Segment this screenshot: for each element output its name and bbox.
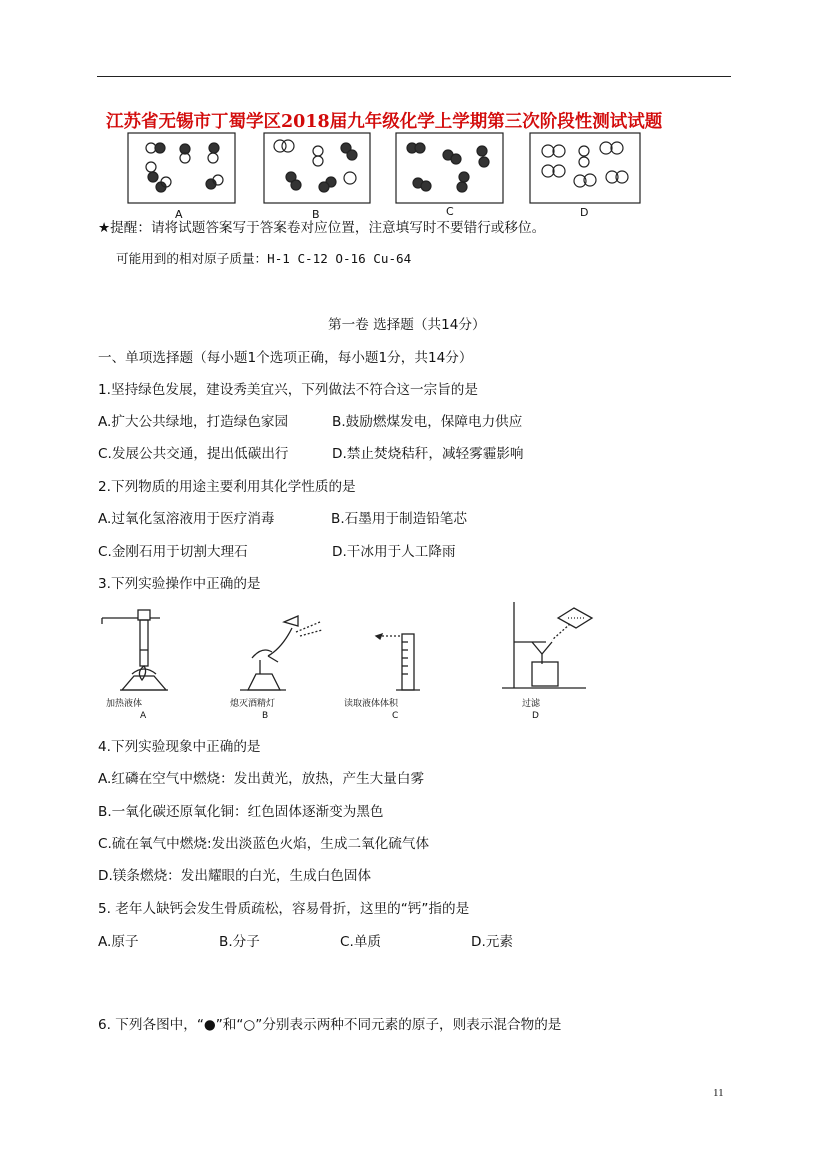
- question-5-option-d: D.元素: [471, 934, 513, 950]
- heating-liquid-drawing: [102, 610, 168, 690]
- section-heading: 一、单项选择题（每小题1个选项正确，每小题1分，共14分）: [98, 350, 473, 366]
- figure-caption-a: 加热液体: [106, 699, 143, 709]
- question-4-option-a: A.红磷在空气中燃烧：发出黄光，放热，产生大量白雾: [98, 771, 425, 787]
- figure-caption-c: 读取液体体积: [344, 699, 399, 709]
- figure-caption-d: 过滤: [522, 699, 541, 709]
- graduated-cylinder-drawing: [376, 634, 420, 690]
- question-2-option-a: A.过氧化氢溶液用于医疗消毒: [98, 511, 275, 527]
- question-4-option-b: B.一氧化碳还原氧化铜：红色固体逐渐变为黑色: [98, 804, 384, 820]
- question-5-option-b: B.分子: [219, 934, 260, 950]
- particle-box-d: [530, 133, 640, 203]
- question-1-option-a: A.扩大公共绿地，打造绿色家园: [98, 414, 289, 430]
- question-5-stem: 5. 老年人缺钙会发生骨质疏松，容易骨折，这里的“钙”指的是: [98, 901, 470, 917]
- figure-letter-b: B: [262, 711, 269, 721]
- question-1-option-c: C.发展公共交通，提出低碳出行: [98, 446, 289, 462]
- filtration-drawing: [502, 602, 592, 688]
- figure-letter-a: A: [140, 711, 147, 721]
- header-rule: [97, 76, 731, 77]
- lab-operations-figure: [100, 598, 620, 728]
- page-number: 11: [713, 1087, 724, 1099]
- question-2-option-d: D.干冰用于人工降雨: [332, 544, 456, 560]
- particle-label-b: B: [312, 208, 320, 221]
- question-1-stem: 1.坚持绿色发展，建设秀美宜兴，下列做法不符合这一宗旨的是: [98, 382, 478, 398]
- figure-letter-c: C: [392, 711, 399, 721]
- question-2-option-c: C.金刚石用于切割大理石: [98, 544, 248, 560]
- question-4-stem: 4.下列实验现象中正确的是: [98, 739, 261, 755]
- question-2-stem: 2.下列物质的用途主要利用其化学性质的是: [98, 479, 356, 495]
- question-4-option-d: D.镁条燃烧：发出耀眼的白光，生成白色固体: [98, 868, 372, 884]
- question-5-option-c: C.单质: [340, 934, 382, 950]
- question-3-stem: 3.下列实验操作中正确的是: [98, 576, 261, 592]
- section-title: 第一卷 选择题（共14分）: [328, 317, 486, 333]
- question-1-option-b: B.鼓励燃煤发电，保障电力供应: [332, 414, 523, 430]
- figure-letter-d: D: [532, 711, 539, 721]
- question-5-option-a: A.原子: [98, 934, 139, 950]
- atomic-mass-note: 可能用到的相对原子质量：H-1 C-12 O-16 Cu-64: [116, 251, 412, 266]
- alcohol-lamp-drawing: [240, 616, 322, 690]
- particle-box-b: [264, 133, 370, 203]
- particle-box-a: [128, 133, 235, 203]
- question-2-option-b: B.石墨用于制造铅笔芯: [331, 511, 467, 527]
- particle-label-a: A: [175, 208, 183, 221]
- question-6-stem: 6. 下列各图中，“●”和“○”分别表示两种不同元素的原子，则表示混合物的是: [98, 1017, 562, 1033]
- question-1-option-d: D.禁止焚烧秸秆，减轻雾霾影响: [332, 446, 524, 462]
- particle-label-c: C: [446, 205, 454, 218]
- particle-diagram: [128, 131, 648, 221]
- figure-caption-b: 熄灭酒精灯: [230, 699, 276, 709]
- question-4-option-c: C.硫在氧气中燃烧:发出淡蓝色火焰，生成二氧化硫气体: [98, 836, 430, 852]
- page-title: 江苏省无锡市丁蜀学区2018届九年级化学上学期第三次阶段性测试试题: [106, 112, 663, 132]
- particle-label-d: D: [580, 206, 589, 219]
- notice-text: ★提醒：请将试题答案写于答案卷对应位置，注意填写时不要错行或移位。: [98, 220, 546, 236]
